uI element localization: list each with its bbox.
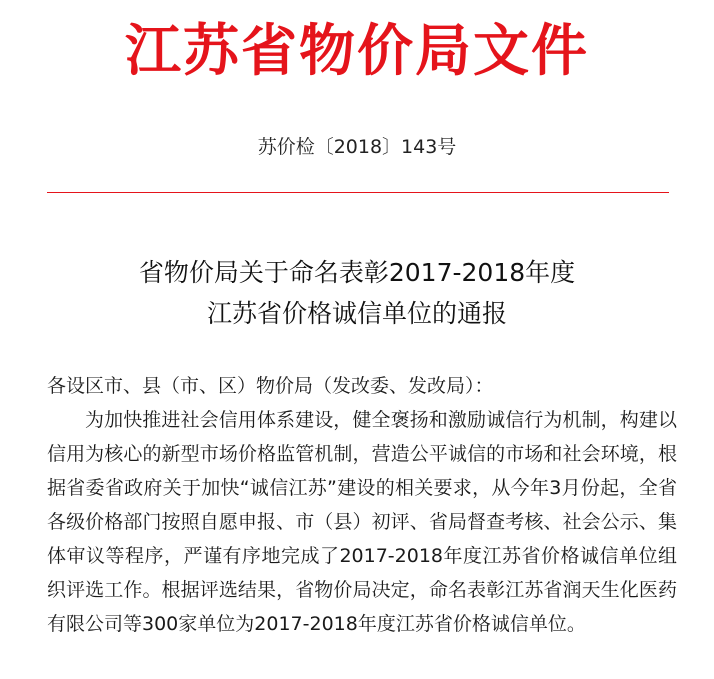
document-number: 苏价检〔2018〕143号 (257, 136, 457, 158)
body-paragraph: 为加快推进社会信用体系建设，健全褒扬和激励诚信行为机制，构建以信用为核心的新型市场价格监管机制，营造公平诚信的市场和社会环境，根据省委省政府关于加快“诚信江苏”建设的相关要求，从今年3月份起，全省各级价格部门按照自愿申报、市（县）初评、省局督查考核、社会公示、集体审议等程序，严谨有序地完成了2017-2018年度江苏省价格诚信单位组织评选工作。根据评选结果，省物价局决定，命名表彰江苏省润天生化医药有限公司等300家单位为2017-2018年度江苏省价格诚信单位。 (47, 409, 677, 635)
notice-title-line-1: 省物价局关于命名表彰2017-2018年度 (138, 258, 576, 287)
red-divider-line (47, 192, 669, 193)
notice-title-line-2: 江苏省价格诚信单位的通报 (206, 299, 507, 328)
salutation: 各设区市、县（市、区）物价局（发改委、发改局）： (47, 375, 494, 397)
document-header-title: 江苏省物价局文件 (125, 18, 589, 84)
